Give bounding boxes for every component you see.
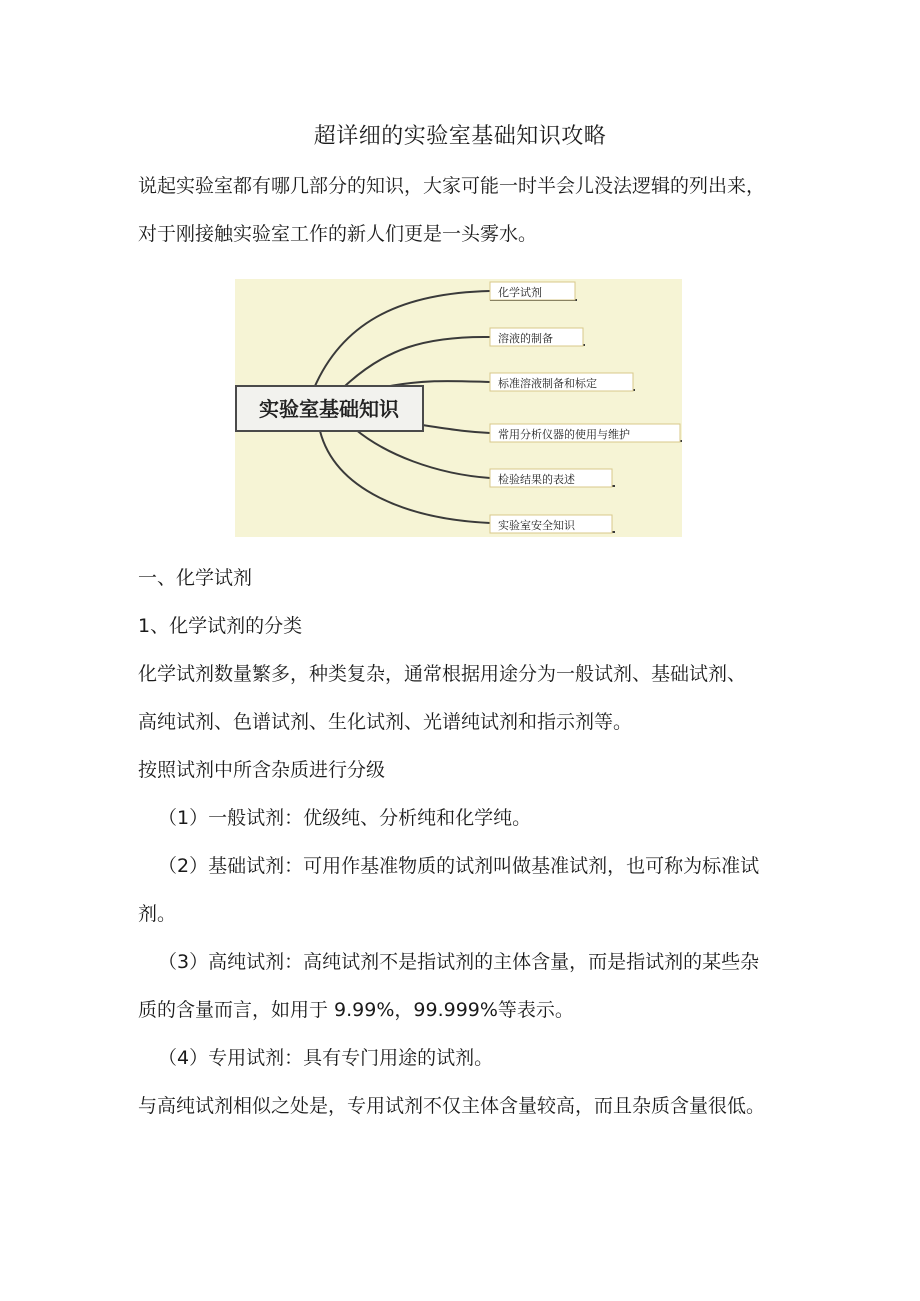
item-4-line-1: （4）专用试剂：具有专门用途的试剂。	[158, 1047, 494, 1069]
para1-line-1: 化学试剂数量繁多，种类复杂，通常根据用途分为一般试剂、基础试剂、	[138, 663, 747, 685]
item-1-line-1: （1）一般试剂：优级纯、分析纯和化学纯。	[158, 807, 532, 829]
branch-label-2: 溶液的制备	[498, 332, 553, 345]
section-heading: 一、化学试剂	[138, 567, 253, 589]
item-2-line-1: （2）基础试剂：可用作基准物质的试剂叫做基准试剂，也可称为标准试	[158, 855, 760, 877]
item-3-line-2: 质的含量而言，如用于 9.99%，99.999%等表示。	[138, 999, 574, 1021]
closing-paragraph: 与高纯试剂相似之处是，专用试剂不仅主体含量较高，而且杂质含量很低。	[138, 1095, 766, 1117]
para1-line-2: 高纯试剂、色谱试剂、生化试剂、光谱纯试剂和指示剂等。	[138, 711, 633, 733]
intro-line-1: 说起实验室都有哪几部分的知识，大家可能一时半会儿没法逻辑的列出来，	[138, 175, 766, 197]
connector-5	[355, 429, 490, 478]
branch-label-4: 常用分析仪器的使用与维护	[498, 428, 630, 441]
connector-6	[320, 431, 490, 523]
intro-line-2: 对于刚接触实验室工作的新人们更是一头雾水。	[138, 223, 538, 245]
mindmap-figure	[235, 279, 682, 537]
subsection-heading: 1、化学试剂的分类	[138, 615, 303, 637]
branch-label-5: 检验结果的表述	[498, 473, 575, 486]
branch-label-1: 化学试剂	[498, 286, 542, 299]
item-2-line-2: 剂。	[138, 903, 177, 925]
para2: 按照试剂中所含杂质进行分级	[138, 759, 386, 781]
connector-2	[345, 337, 490, 386]
item-3-line-1: （3）高纯试剂：高纯试剂不是指试剂的主体含量，而是指试剂的某些杂	[158, 951, 760, 973]
page-title: 超详细的实验室基础知识攻略	[313, 124, 607, 149]
root-label: 实验室基础知识	[259, 397, 399, 421]
branch-label-6: 实验室安全知识	[498, 519, 575, 532]
mindmap-svg	[235, 279, 682, 537]
branch-label-3: 标准溶液制备和标定	[498, 377, 597, 390]
connector-4	[415, 424, 490, 433]
